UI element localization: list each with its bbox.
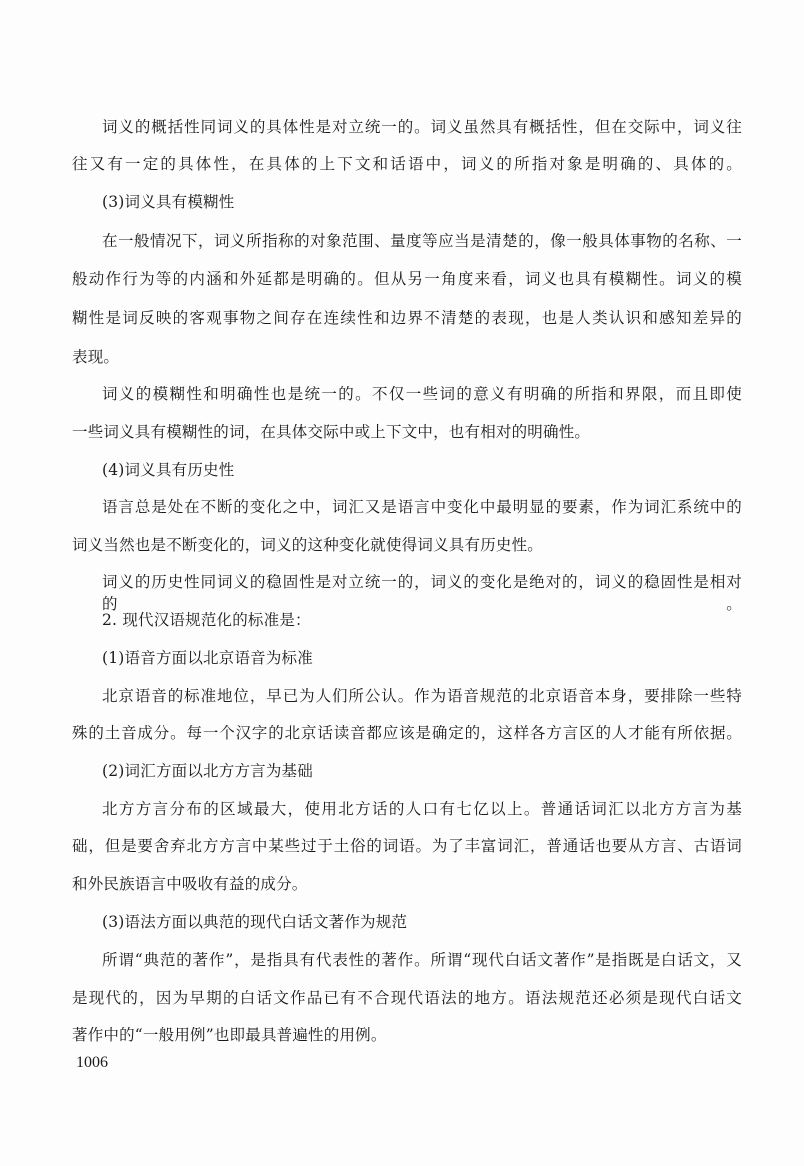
- text-line: 表现。: [72, 348, 120, 366]
- section-heading: (3)词义具有模糊性: [102, 193, 235, 211]
- text-line: 北方方言分布的区域最大，使用北方话的人口有七亿以上。普通话词汇以北方方言为基: [102, 800, 742, 818]
- text-line: 础，但是要舍弃北方方言中某些过于土俗的词语。为了丰富词汇，普通话也要从方言、古语词: [72, 837, 742, 855]
- text-line: 所谓“典范的著作”，是指具有代表性的著作。所谓“现代白话文著作”是指既是白话文，又: [102, 951, 742, 969]
- text-line: 语言总是处在不断的变化之中，词汇又是语言中变化中最明显的要素，作为词汇系统中的: [102, 498, 742, 516]
- text-line: 词义的概括性同词义的具体性是对立统一的。词义虽然具有概括性，但在交际中，词义往: [102, 118, 742, 136]
- text-line: 和外民族语言中吸收有益的成分。: [72, 875, 308, 893]
- section-heading: (3)语法方面以典范的现代白话文著作为规范: [102, 913, 408, 931]
- text-line: 词义当然也是不断变化的，词义的这种变化就使得词义具有历史性。: [72, 536, 544, 554]
- section-heading: 2. 现代汉语规范化的标准是：: [102, 611, 311, 629]
- text-line: 往又有一定的具体性，在具体的上下文和话语中，词义的所指对象是明确的、具体的。: [72, 155, 742, 173]
- page-number: 1006: [76, 1054, 108, 1071]
- text-line: 一些词义具有模糊性的词，在具体交际中或上下文中，也有相对的明确性。: [72, 423, 591, 441]
- text-line: 词义的历史性同词义的稳固性是对立统一的，词义的变化是绝对的，词义的稳固性是相对的。: [102, 573, 742, 613]
- text-line: 北京语音的标准地位，早已为人们所公认。作为语音规范的北京语音本身，要排除一些特: [102, 687, 742, 705]
- text-line: 词义的模糊性和明确性也是统一的。不仅一些词的意义有明确的所指和界限，而且即使: [102, 385, 742, 403]
- text-line: 在一般情况下，词义所指称的对象范围、量度等应当是清楚的，像一般具体事物的名称、一: [102, 232, 742, 250]
- text-line: 般动作行为等的内涵和外延都是明确的。但从另一角度来看，词义也具有模糊性。词义的模: [72, 270, 742, 288]
- text-line: 是现代的，因为早期的白话文作品已有不合现代语法的地方。语法规范还必须是现代白话文: [72, 989, 742, 1007]
- section-heading: (4)词义具有历史性: [102, 461, 235, 479]
- section-heading: (1)语音方面以北京语音为标准: [102, 649, 313, 667]
- section-heading: (2)词汇方面以北方方言为基础: [102, 762, 313, 780]
- text-line: 糊性是词反映的客观事物之间存在连续性和边界不清楚的表现，也是人类认识和感知差异的: [72, 309, 742, 327]
- text-line: 著作中的“一般用例”也即最具普遍性的用例。: [72, 1026, 387, 1044]
- text-line: 殊的土音成分。每一个汉字的北京话读音都应该是确定的，这样各方言区的人才能有所依据。: [72, 724, 742, 742]
